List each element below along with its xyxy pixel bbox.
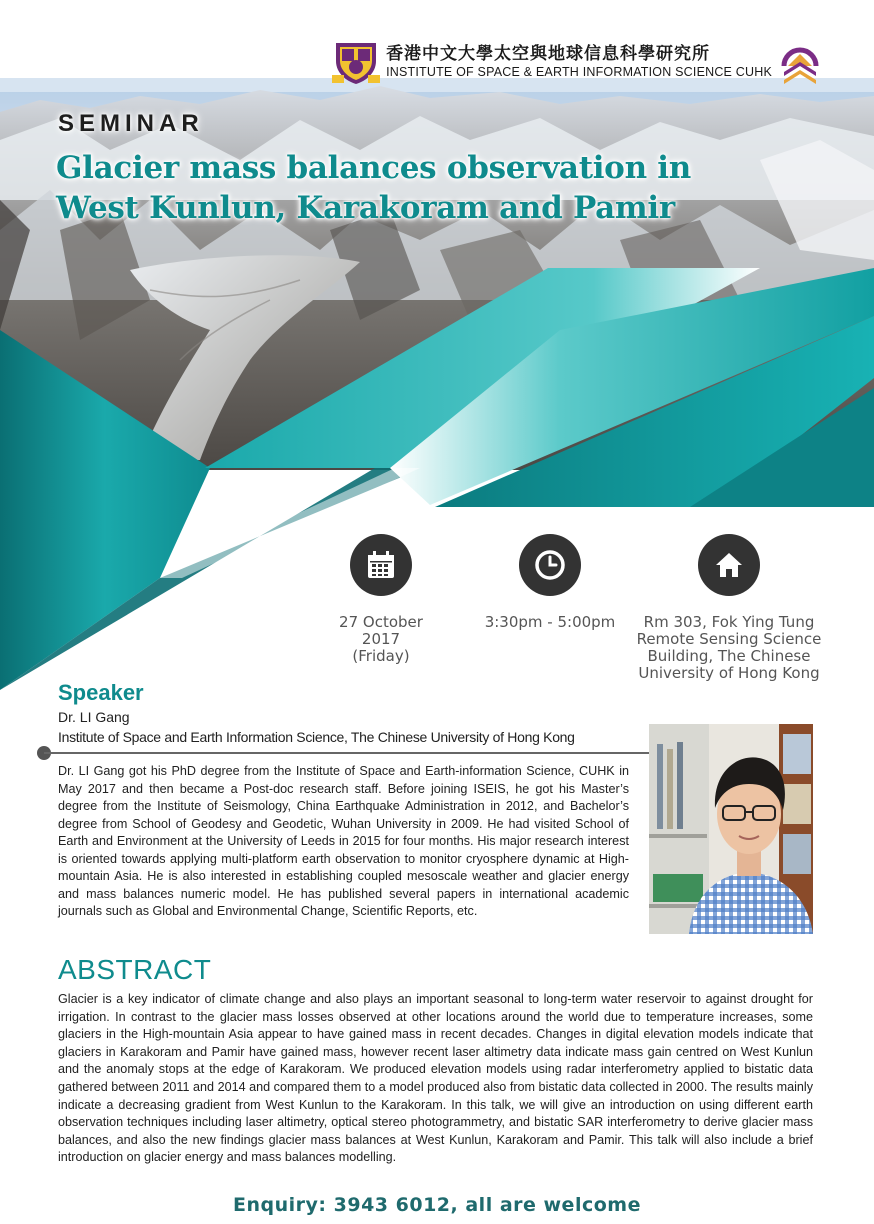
home-icon <box>698 534 760 596</box>
iseis-logo-icon <box>778 36 822 88</box>
seminar-title-line-1: Glacier mass balances observation in <box>56 150 692 186</box>
clock-icon <box>519 534 581 596</box>
speaker-divider <box>36 744 656 762</box>
event-venue-line-4: University of Hong Kong <box>638 664 820 682</box>
seminar-label: SEMINAR <box>58 110 204 137</box>
speaker-heading: Speaker <box>58 680 144 705</box>
enquiry-footer: Enquiry: 3943 6012, all are welcome <box>233 1194 641 1216</box>
event-venue-line-2: Remote Sensing Science <box>636 630 822 648</box>
event-time-text: 3:30pm - 5:00pm <box>484 613 616 631</box>
institute-header <box>332 36 822 88</box>
event-date <box>318 534 444 665</box>
event-date-text <box>318 614 444 665</box>
event-date-line-1: 27 October 2017 <box>339 613 423 648</box>
event-venue <box>636 534 822 682</box>
calendar-icon <box>350 534 412 596</box>
speaker-photo <box>649 724 813 934</box>
institute-name <box>386 43 772 79</box>
event-date-line-2: (Friday) <box>352 647 410 665</box>
seminar-title-line-2: West Kunlun, Karakoram and Pamir <box>56 190 675 226</box>
cuhk-crest-icon <box>332 39 380 85</box>
speaker-affiliation: Institute of Space and Earth Information Science, The Chinese University of Hong Kong <box>58 729 575 745</box>
speaker-name: Dr. LI Gang <box>58 709 130 725</box>
speaker-bio: Dr. LI Gang got his PhD degree from the Institute of Space and Earth-information Science, CUHK in May 2017 and then became a Post-doc research staff. Before joining ISEIS, he got his Master’s degree from the Institute of Seismology, China Earthquake Administration in 2012, and Bachelor’s degree from School of Geodesy and Geodetic, Wuhan University in 2009. He had visited School of Earth and Environment at the University of Leeds in 2015 for four months. His major research interest is oriented towards applying multi-platform earth observation to monitor cryosphere dynamic at High-mountain Asia. He is also interested in establishing coupled mesoscale weather and glacier energy and mass balances numeric model. He has published several papers in international academic journals such as Global and Environmental Change, Scientific Reports, etc. <box>58 764 629 918</box>
event-venue-line-1: Rm 303, Fok Ying Tung <box>643 613 815 631</box>
institute-name-zh: 香港中文大學太空與地球信息科學研究所 <box>386 43 711 64</box>
seminar-title <box>56 148 691 228</box>
abstract-heading: ABSTRACT <box>58 954 212 985</box>
event-venue-line-3: Building, The Chinese <box>647 647 811 665</box>
institute-name-en: INSTITUTE OF SPACE & EARTH INFORMATION SCIENCE CUHK <box>386 64 772 79</box>
event-venue-text <box>636 614 822 682</box>
event-time <box>472 534 628 631</box>
abstract-text: Glacier is a key indicator of climate change and also plays an important seasonal to long-term water reservoir to against drought for irrigation. In contrast to the glacier mass losses observed at other locations around the world due to temperature increases, some glaciers in the High-mountain Asia appear to have gained mass in recent decades. Changes in digital elevation models indicate that glaciers in Karakoram and Pamir have gained mass, however recent laser altimetry data indicate mass gain centred on West Kunlun and the anomaly stops at the edge of Karakoram. We produced elevation models using radar interferometry applied to bistatic data gathered between 2011 and 2014 and compared them to a model produced also from bistatic data collected in 2000. The results mainly indicate a decreasing gradient from West Kunlun to the Karakoram. In this talk, we will give an introduction on using different earth observation techniques including laser altimetry, optical stereo photogrammetry, and bistatic SAR interferometry to derive glacier mass balances, and also the new findings glacier mass balances at West Kunlun, Karakoram and Pamir. This talk will also include a brief introduction on glacier energy and mass balances modelling. <box>58 992 813 1165</box>
